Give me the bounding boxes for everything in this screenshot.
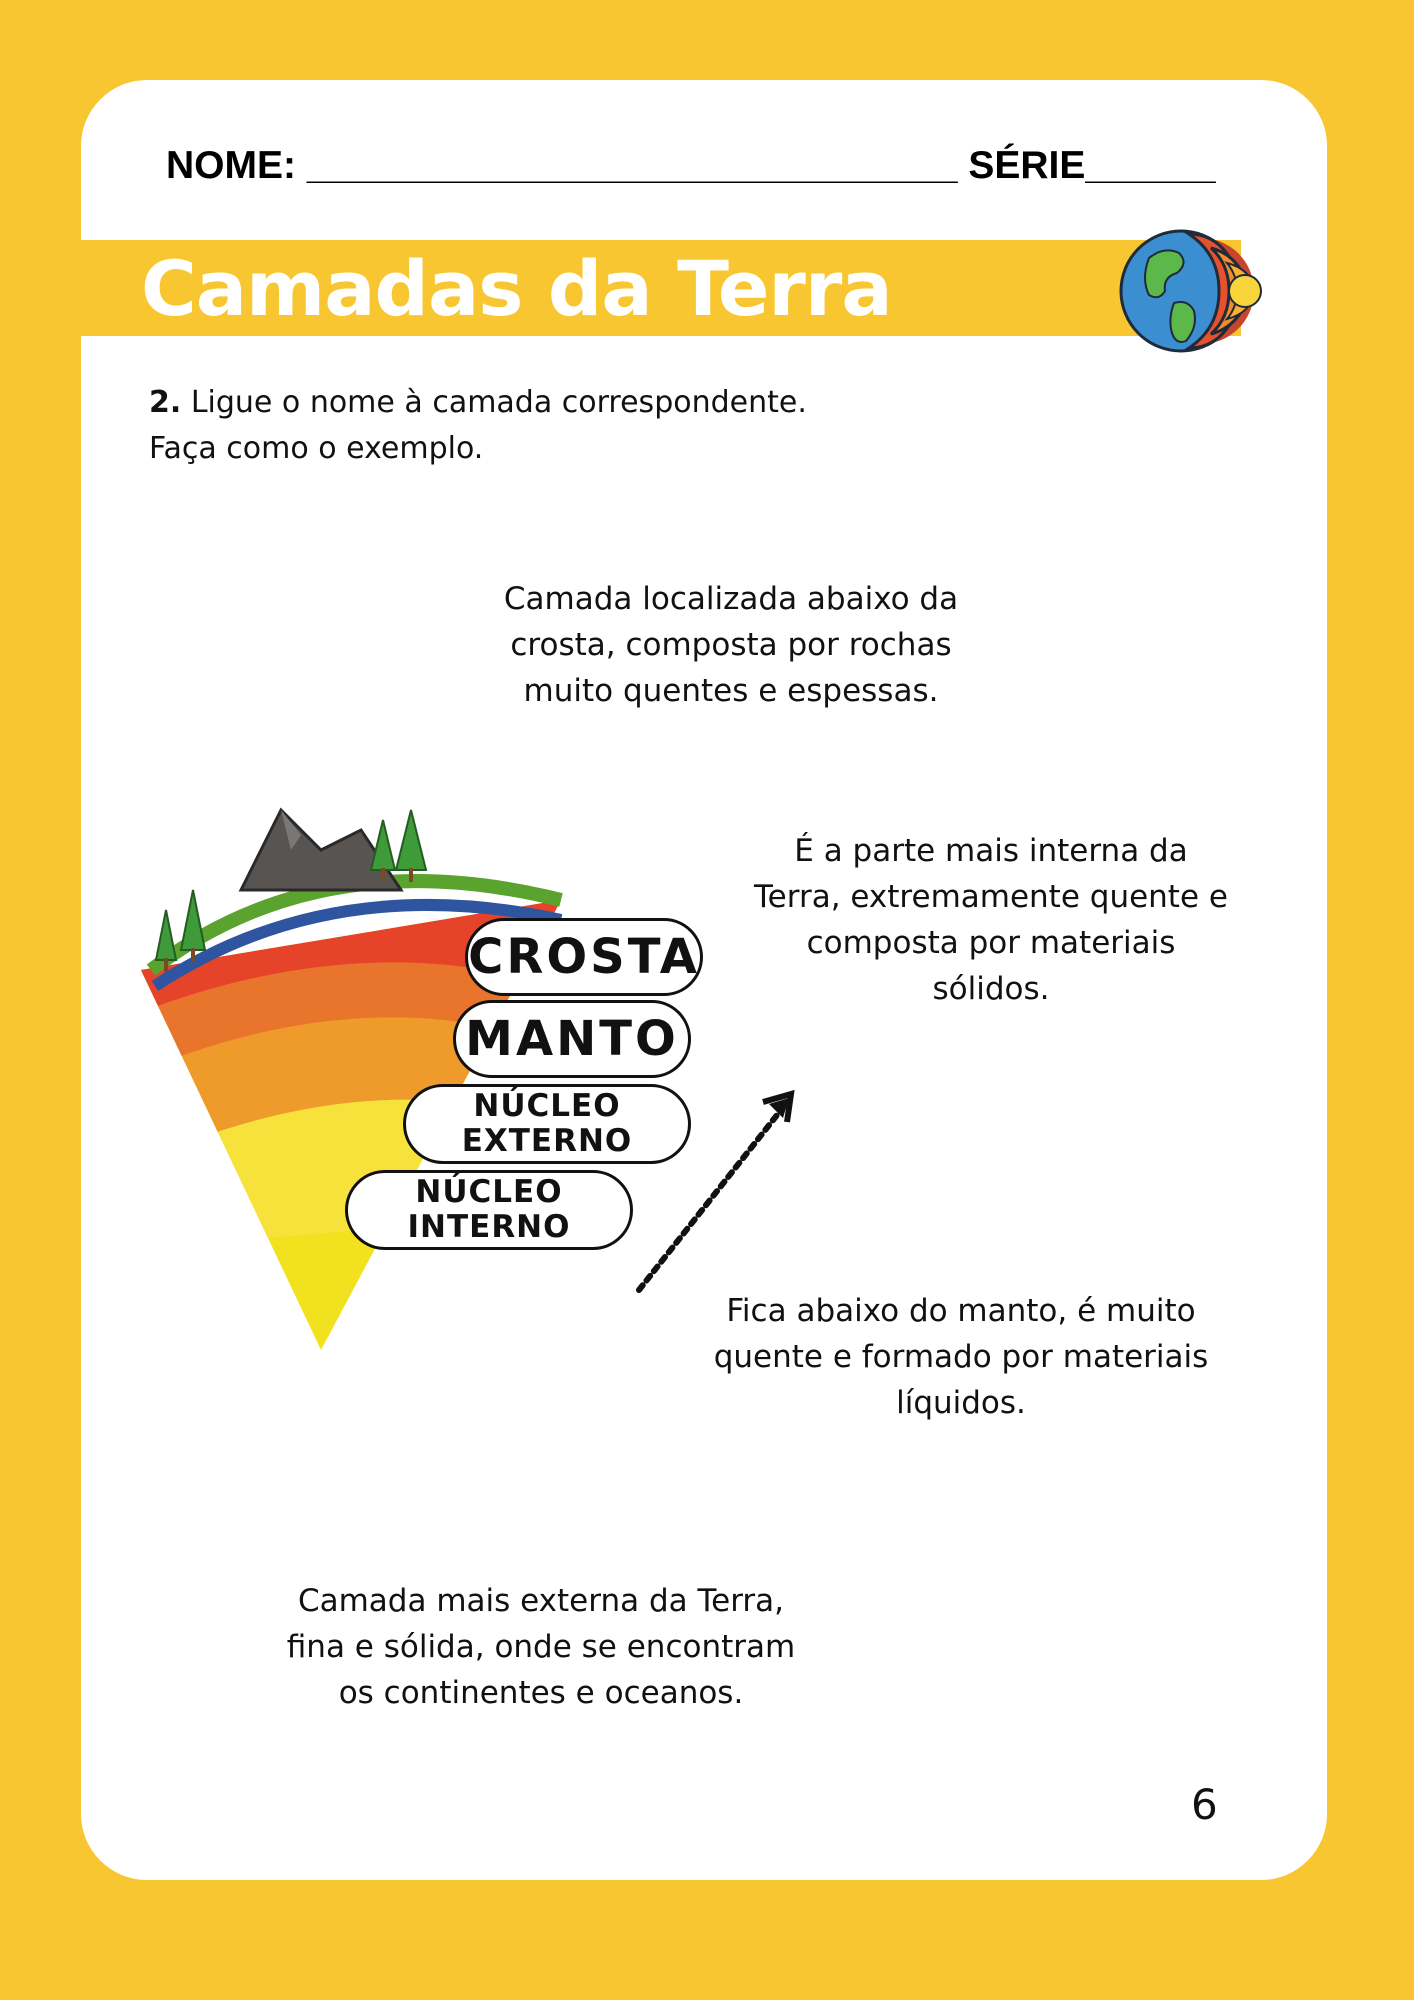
- description-line: É a parte mais interna da: [794, 833, 1188, 869]
- page-number: 6: [1191, 1780, 1218, 1829]
- label-crosta[interactable]: CROSTA: [465, 918, 703, 996]
- label-line: NÚCLEO: [473, 1088, 621, 1124]
- description-line: quente e formado por materiais: [713, 1339, 1209, 1375]
- description-line: crosta, composta por rochas: [510, 627, 952, 663]
- example-dotted-arrow-icon: [621, 980, 941, 1320]
- description-line: composta por materiais: [806, 925, 1176, 961]
- page-title: Camadas da Terra: [141, 244, 892, 333]
- instructions: [149, 380, 1049, 472]
- question-number: 2.: [149, 385, 182, 420]
- description-line: Fica abaixo do manto, é muito: [726, 1293, 1196, 1329]
- description-line: Terra, extremamente quente e: [754, 879, 1228, 915]
- worksheet-card: [81, 80, 1327, 1880]
- label-line: INTERNO: [407, 1209, 571, 1245]
- instruction-line-2: Faça como o exemplo.: [149, 431, 484, 466]
- name-series-line: NOME: ______________________________ SÉRIE______: [166, 144, 1216, 187]
- label-nucleo-interno[interactable]: [345, 1170, 633, 1250]
- description-line: líquidos.: [896, 1385, 1026, 1421]
- instruction-line-1: Ligue o nome à camada correspondente.: [190, 385, 807, 420]
- label-line: EXTERNO: [461, 1123, 633, 1159]
- description-line: muito quentes e espessas.: [523, 673, 939, 709]
- description-line: Camada mais externa da Terra,: [297, 1583, 785, 1619]
- label-line: NÚCLEO: [415, 1174, 563, 1210]
- description-line: os continentes e oceanos.: [338, 1675, 744, 1711]
- description-line: fina e sólida, onde se encontram: [286, 1629, 796, 1665]
- label-manto[interactable]: MANTO: [453, 1000, 691, 1078]
- description-manto: [441, 576, 1021, 714]
- description-crosta: [231, 1578, 851, 1716]
- description-line: sólidos.: [932, 971, 1050, 1007]
- description-line: Camada localizada abaixo da: [503, 581, 959, 617]
- earth-layers-globe-icon: [1119, 218, 1269, 364]
